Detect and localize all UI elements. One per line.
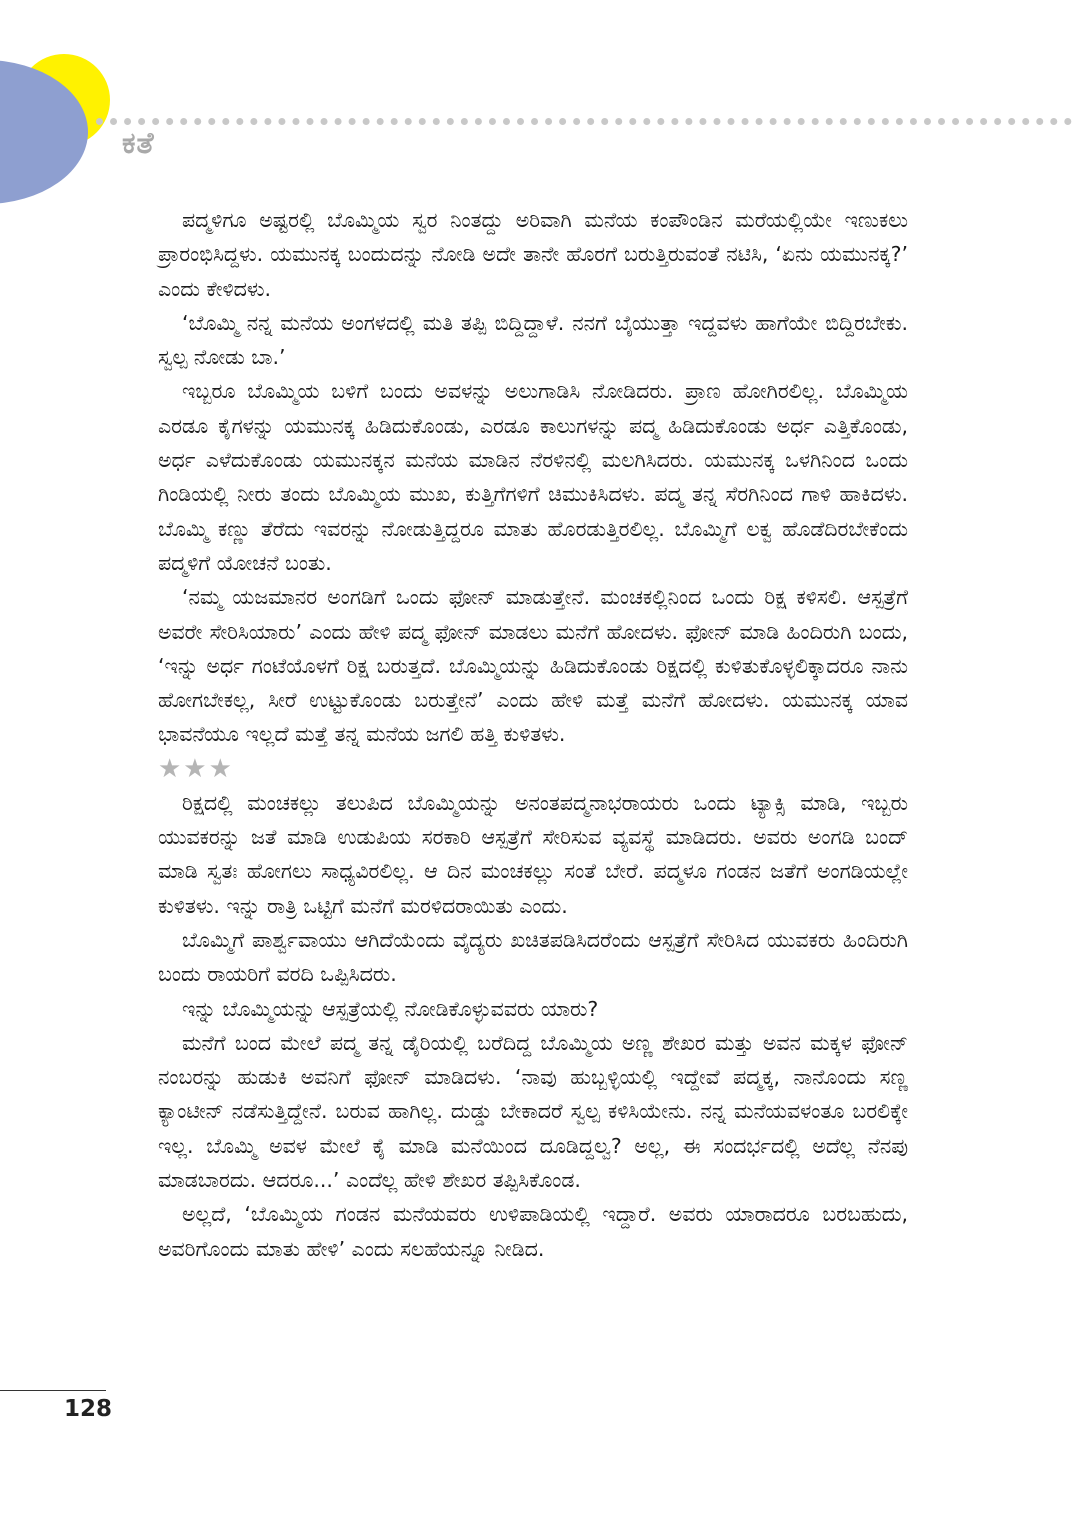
paragraph-4: ‘ನಮ್ಮ ಯಜಮಾನರ ಅಂಗಡಿಗೆ ಒಂದು ಫೋನ್ ಮಾಡುತ್ತೇನೆ. ಮಂಚಕಲ್ಲಿನಿಂದ ಒಂದು ರಿಕ್ಷ ಕಳಿಸಲಿ. ಆಸ್ಪತ್ರೆಗೆ ಅವರೇ ಸೇರಿಸಿಯಾರು’ ಎಂದು ಹೇಳಿ ಪದ್ಮ ಫೋನ್ ಮಾಡಲು ಮನೆಗೆ ಹೋದಳು. ಫೋನ್ ಮಾಡಿ ಹಿಂದಿರುಗಿ ಬಂದು, ‘ಇನ್ನು ಅರ್ಧ ಗಂಟೆಯೊಳಗೆ ರಿಕ್ಷ ಬರುತ್ತದೆ. ಬೊಮ್ಮಿಯನ್ನು ಹಿಡಿದುಕೊಂಡು ರಿಕ್ಷದಲ್ಲಿ ಕುಳಿತುಕೊಳ್ಳಲಿಕ್ಕಾದರೂ ನಾನು ಹೋಗಬೇಕಲ್ಲ, ಸೀರೆ ಉಟ್ಟುಕೊಂಡು ಬರುತ್ತೇನೆ’ ಎಂದು ಹೇಳಿ ಮತ್ತೆ ಮನೆಗೆ ಹೋದಳು. ಯಮುನಕ್ಕ ಯಾವ ಭಾವನೆಯೂ ಇಲ್ಲದೆ ಮತ್ತೆ ತನ್ನ ಮನೆಯ ಜಗಲಿ ಹತ್ತಿ ಕುಳಿತಳು. xyxy=(158,585,908,747)
paragraph-9: ಅಲ್ಲದೆ, ‘ಬೊಮ್ಮಿಯ ಗಂಡನ ಮನೆಯವರು ಉಳಿಪಾಡಿಯಲ್ಲಿ ಇದ್ದಾರೆ. ಅವರು ಯಾರಾದರೂ ಬರಬಹುದು, ಅವರಿಗೊಂದು ಮಾತು ಹೇಳಿ’ ಎಂದು ಸಲಹೆಯನ್ನೂ ನೀಡಿದ. xyxy=(158,1202,908,1261)
paragraph-3: ಇಬ್ಬರೂ ಬೊಮ್ಮಿಯ ಬಳಿಗೆ ಬಂದು ಅವಳನ್ನು ಅಲುಗಾಡಿಸಿ ನೋಡಿದರು. ಪ್ರಾಣ ಹೋಗಿರಲಿಲ್ಲ. ಬೊಮ್ಮಿಯ ಎರಡೂ ಕೈಗಳನ್ನು ಯಮುನಕ್ಕ ಹಿಡಿದುಕೊಂಡು, ಎರಡೂ ಕಾಲುಗಳನ್ನು ಪದ್ಮ ಹಿಡಿದುಕೊಂಡು ಅರ್ಧ ಎತ್ತಿಕೊಂಡು, ಅರ್ಧ ಎಳೆದುಕೊಂಡು ಯಮುನಕ್ಕನ ಮನೆಯ ಮಾಡಿನ ನೆರಳಿನಲ್ಲಿ ಮಲಗಿಸಿದರು. ಯಮುನಕ್ಕ ಒಳಗಿನಿಂದ ಒಂದು ಗಿಂಡಿಯಲ್ಲಿ ನೀರು ತಂದು ಬೊಮ್ಮಿಯ ಮುಖ, ಕುತ್ತಿಗೆಗಳಿಗೆ ಚಿಮುಕಿಸಿದಳು. ಪದ್ಮ ತನ್ನ ಸೆರಗಿನಿಂದ ಗಾಳಿ ಹಾಕಿದಳು. ಬೊಮ್ಮಿ ಕಣ್ಣು ತೆರೆದು ಇವರನ್ನು ನೋಡುತ್ತಿದ್ದರೂ ಮಾತು ಹೊರಡುತ್ತಿರಲಿಲ್ಲ. ಬೊಮ್ಮಿಗೆ ಲಕ್ವ ಹೊಡೆದಿರಬೇಕೆಂದು ಪದ್ಮಳಿಗೆ ಯೋಚನೆ ಬಂತು. xyxy=(158,379,908,575)
section-label: ಕತೆ xyxy=(122,126,155,161)
header-dotted-rule xyxy=(96,118,1072,125)
paragraph-6: ಬೊಮ್ಮಿಗೆ ಪಾರ್ಶ್ವವಾಯು ಆಗಿದೆಯೆಂದು ವೈದ್ಯರು ಖಚಿತಪಡಿಸಿದರೆಂದು ಆಸ್ಪತ್ರೆಗೆ ಸೇರಿಸಿದ ಯುವಕರು ಹಿಂದಿರುಗಿ ಬಂದು ರಾಯರಿಗೆ ವರದಿ ಒಪ್ಪಿಸಿದರು. xyxy=(158,927,908,987)
paragraph-7: ಇನ್ನು ಬೊಮ್ಮಿಯನ್ನು ಆಸ್ಪತ್ರೆಯಲ್ಲಿ ನೋಡಿಕೊಳ್ಳುವವರು ಯಾರು? xyxy=(182,996,599,1021)
story-body xyxy=(158,203,908,1266)
paragraph-8: ಮನೆಗೆ ಬಂದ ಮೇಲೆ ಪದ್ಮ ತನ್ನ ಡೈರಿಯಲ್ಲಿ ಬರೆದಿದ್ದ ಬೊಮ್ಮಿಯ ಅಣ್ಣ ಶೇಖರ ಮತ್ತು ಅವನ ಮಕ್ಕಳ ಫೋನ್ ನಂಬರನ್ನು ಹುಡುಕಿ ಅವನಿಗೆ ಫೋನ್ ಮಾಡಿದಳು. ‘ನಾವು ಹುಬ್ಬಳ್ಳಿಯಲ್ಲಿ ಇದ್ದೇವೆ ಪದ್ಮಕ್ಕ, ನಾನೊಂದು ಸಣ್ಣ ಕ್ಯಾಂಟೀನ್ ನಡೆಸುತ್ತಿದ್ದೇನೆ. ಬರುವ ಹಾಗಿಲ್ಲ. ದುಡ್ಡು ಬೇಕಾದರೆ ಸ್ವಲ್ಪ ಕಳಿಸಿಯೇನು. ನನ್ನ ಮನೆಯವಳಂತೂ ಬರಲಿಕ್ಕೇ ಇಲ್ಲ. ಬೊಮ್ಮಿ ಅವಳ ಮೇಲೆ ಕೈ ಮಾಡಿ ಮನೆಯಿಂದ ದೂಡಿದ್ದಲ್ವ? ಅಲ್ಲ, ಈ ಸಂದರ್ಭದಲ್ಲಿ ಅದೆಲ್ಲ ನೆನಪು ಮಾಡಬಾರದು. ಆದರೂ...’ ಎಂದೆಲ್ಲ ಹೇಳಿ ಶೇಖರ ತಪ್ಪಿಸಿಕೊಂಡ. xyxy=(158,1030,908,1193)
paragraph-1: ಪದ್ಮಳಿಗೂ ಅಷ್ಟರಲ್ಲಿ ಬೊಮ್ಮಿಯ ಸ್ವರ ನಿಂತದ್ದು ಅರಿವಾಗಿ ಮನೆಯ ಕಂಪೌಂಡಿನ ಮರೆಯಲ್ಲಿಯೇ ಇಣುಕಲು ಪ್ರಾರಂಭಿಸಿದ್ದಳು. ಯಮುನಕ್ಕ ಬಂದುದನ್ನು ನೋಡಿ ಅದೇ ತಾನೇ ಹೊರಗೆ ಬರುತ್ತಿರುವಂತೆ ನಟಿಸಿ, ‘ಏನು ಯಮುನಕ್ಕ?’ ಎಂದು ಕೇಳಿದಳು. xyxy=(158,208,908,301)
page-number: 128 xyxy=(64,1396,113,1422)
footer-rule xyxy=(0,1390,106,1391)
section-separator: ★★★ xyxy=(158,753,234,784)
paragraph-5: ರಿಕ್ಷದಲ್ಲಿ ಮಂಚಕಲ್ಲು ತಲುಪಿದ ಬೊಮ್ಮಿಯನ್ನು ಅನಂತಪದ್ಮನಾಭರಾಯರು ಒಂದು ಟ್ಯಾಕ್ಸಿ ಮಾಡಿ, ಇಬ್ಬರು ಯುವಕರನ್ನು ಜತೆ ಮಾಡಿ ಉಡುಪಿಯ ಸರಕಾರಿ ಆಸ್ಪತ್ರೆಗೆ ಸೇರಿಸುವ ವ್ಯವಸ್ಥೆ ಮಾಡಿದರು. ಅವರು ಅಂಗಡಿ ಬಂದ್ ಮಾಡಿ ಸ್ವತಃ ಹೋಗಲು ಸಾಧ್ಯವಿರಲಿಲ್ಲ. ಆ ದಿನ ಮಂಚಕಲ್ಲು ಸಂತೆ ಬೇರೆ. ಪದ್ಮಳೂ ಗಂಡನ ಜತೆಗೆ ಅಂಗಡಿಯಲ್ಲೇ ಕುಳಿತಳು. ಇನ್ನು ರಾತ್ರಿ ಒಟ್ಟಿಗೆ ಮನೆಗೆ ಮರಳಿದರಾಯಿತು ಎಂದು. xyxy=(158,790,908,918)
paragraph-2: ‘ಬೊಮ್ಮಿ ನನ್ನ ಮನೆಯ ಅಂಗಳದಲ್ಲಿ ಮತಿ ತಪ್ಪಿ ಬಿದ್ದಿದ್ದಾಳೆ. ನನಗೆ ಬೈಯುತ್ತಾ ಇದ್ದವಳು ಹಾಗೆಯೇ ಬಿದ್ದಿರಬೇಕು. ಸ್ವಲ್ಪ ನೋಡು ಬಾ.’ xyxy=(158,310,908,370)
